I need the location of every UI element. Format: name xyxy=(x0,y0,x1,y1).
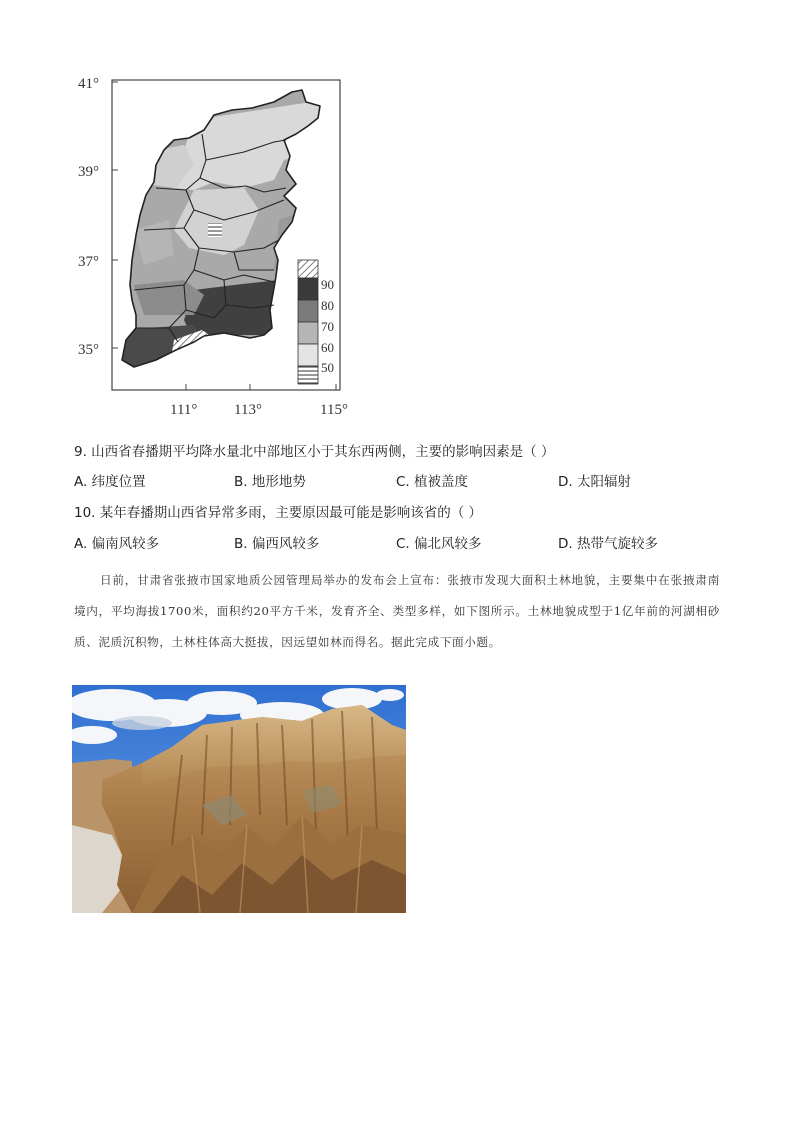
legend-label-70: 70 xyxy=(321,319,334,334)
question-10-option-c: C. 偏北风较多 xyxy=(396,536,482,552)
lon-label-113: 113° xyxy=(234,402,262,418)
passage-paragraph: 日前，甘肃省张掖市国家地质公园管理局举办的发布会上宣布：张掖市发现大面积土林地貌，主要集中在张掖肃南境内，平均海拔1700米，面积约20平方千米，发育齐全、类型多样，如下图所示。土林地貌成型于1亿年前的河湖相砂质、泥质沉积物，土林柱体高大挺拔，因远望如林而得名。据此完成下面小题。 xyxy=(74,573,720,649)
question-10-option-b: B. 偏西风较多 xyxy=(234,536,320,552)
lon-label-111: 111° xyxy=(170,402,198,418)
lon-label-115: 115° xyxy=(320,402,348,418)
lat-label-39: 39° xyxy=(78,164,99,180)
lat-label-35: 35° xyxy=(78,342,99,358)
shanxi-precipitation-map xyxy=(74,70,364,422)
legend-label-90: 90 xyxy=(321,277,334,292)
legend-label-80: 80 xyxy=(321,298,334,313)
earth-forest-photo xyxy=(72,685,406,913)
question-10-stem: 10. 某年春播期山西省异常多雨，主要原因最可能是影响该省的（ ） xyxy=(74,505,483,521)
lat-label-41: 41° xyxy=(78,76,99,92)
question-9-stem: 9. 山西省春播期平均降水量北中部地区小于其东西两侧，主要的影响因素是（ ） xyxy=(74,444,555,460)
question-9-option-a: A. 纬度位置 xyxy=(74,474,146,490)
question-9-option-d: D. 太阳辐射 xyxy=(558,474,631,490)
legend-label-50: 50 xyxy=(321,360,334,375)
legend-label-60: 60 xyxy=(321,340,334,355)
question-9-option-b: B. 地形地势 xyxy=(234,474,306,490)
question-10-option-d: D. 热带气旋较多 xyxy=(558,536,658,552)
question-10-option-a: A. 偏南风较多 xyxy=(74,536,160,552)
question-9-option-c: C. 植被盖度 xyxy=(396,474,469,490)
lat-label-37: 37° xyxy=(78,254,99,270)
